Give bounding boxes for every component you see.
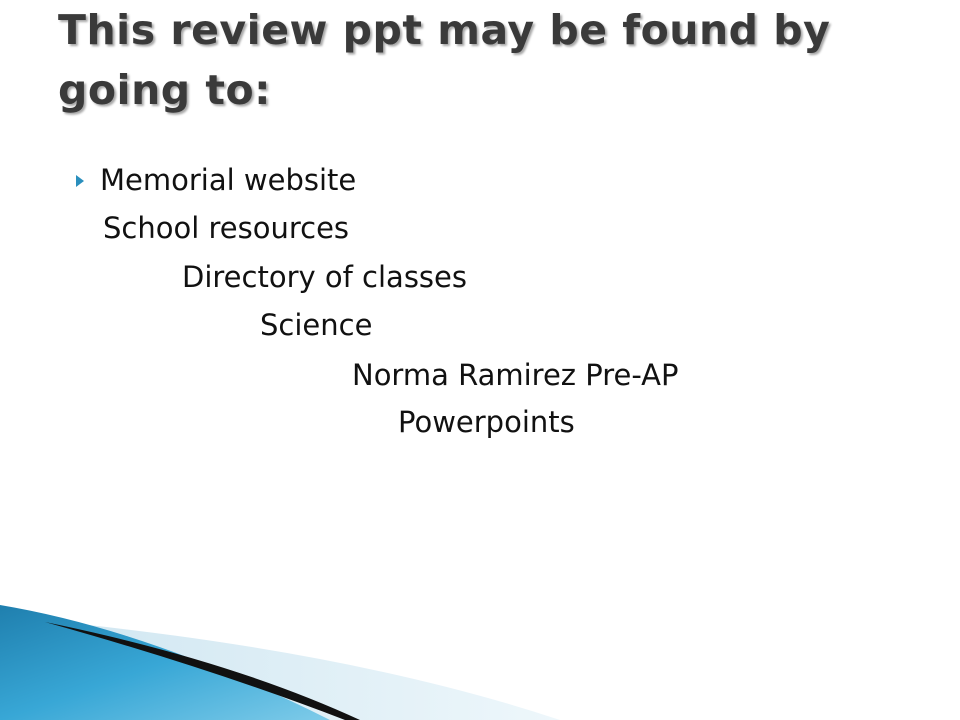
path-line-6: Powerpoints xyxy=(398,405,575,439)
triangle-right-icon xyxy=(76,175,84,187)
path-line-2: School resources xyxy=(103,211,350,245)
slide-title: This review ppt may be found by going to: xyxy=(58,6,831,114)
path-line-5: Norma Ramirez Pre-AP xyxy=(352,358,679,392)
path-line-3: Directory of classes xyxy=(182,260,467,294)
path-line-1: Memorial website xyxy=(100,163,357,197)
path-line-4: Science xyxy=(260,308,373,342)
